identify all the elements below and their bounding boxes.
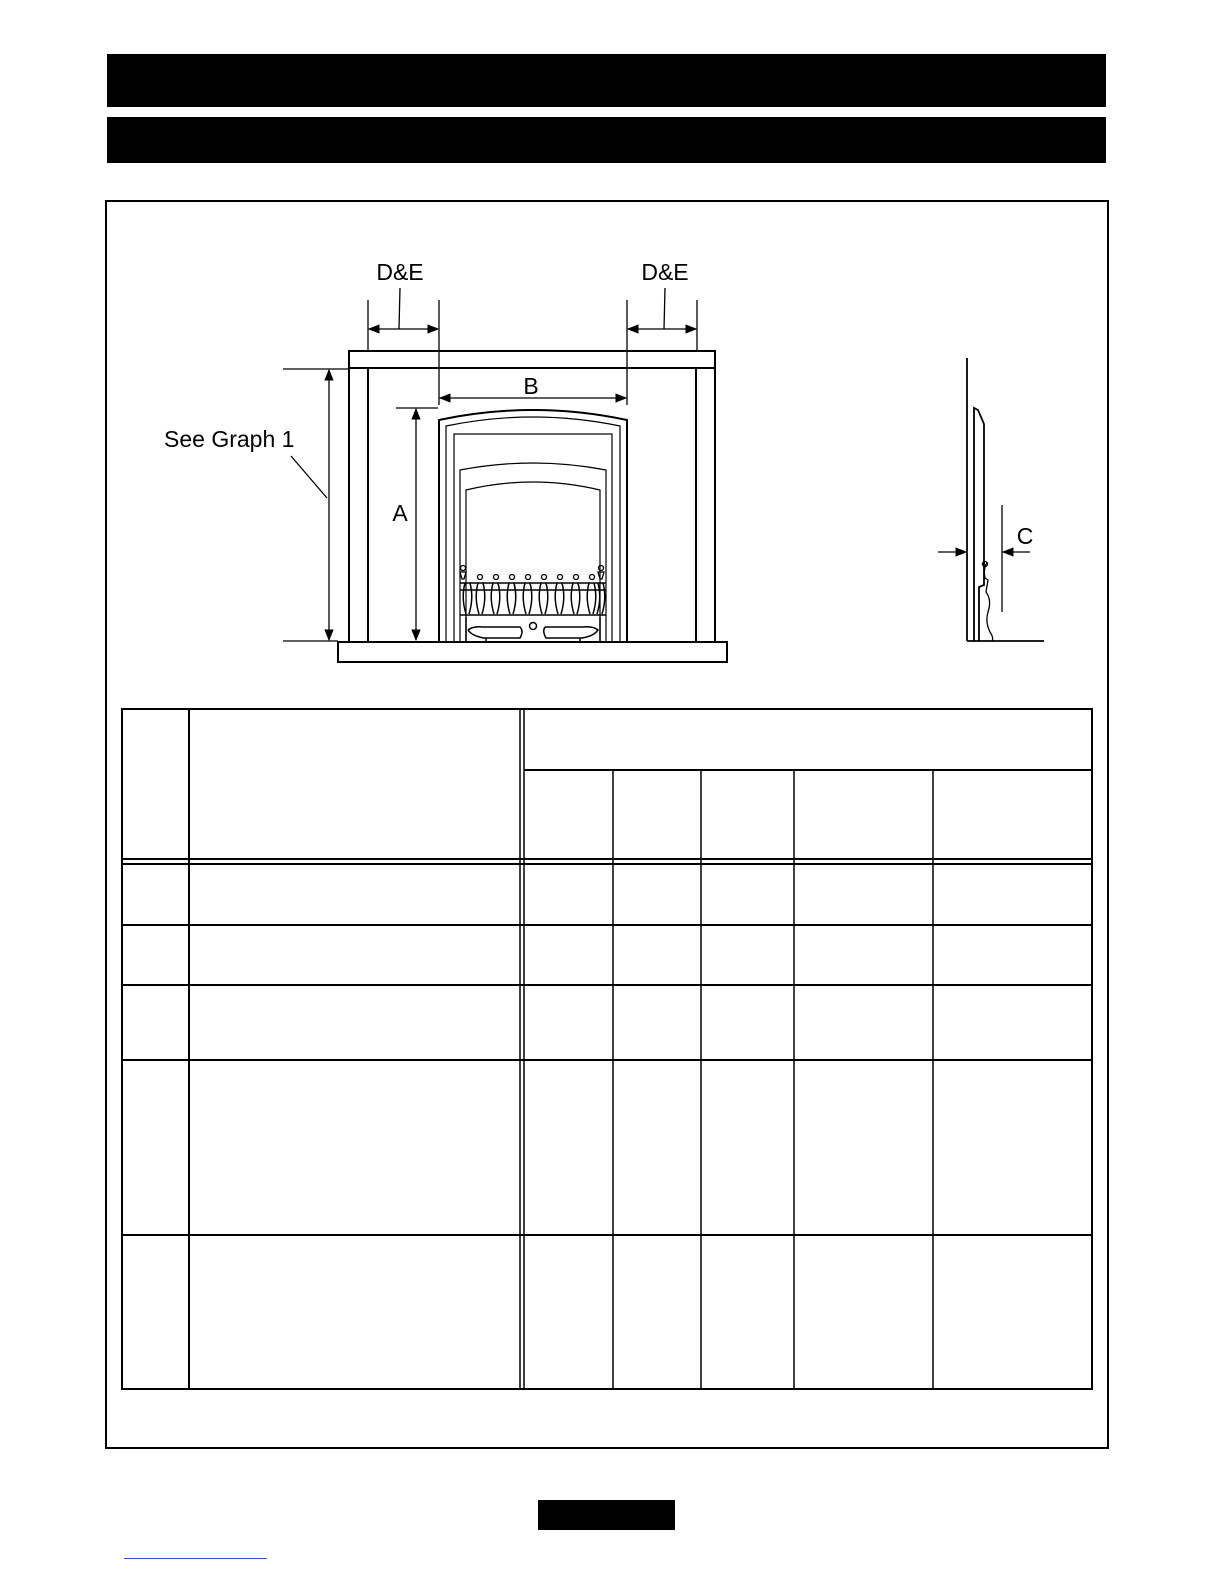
- label-c: C: [1016, 523, 1034, 549]
- label-see-graph: See Graph 1: [164, 426, 295, 452]
- footer-link-underline[interactable]: [124, 1558, 267, 1559]
- label-de-right: D&E: [641, 259, 689, 285]
- label-de-left: D&E: [376, 259, 424, 285]
- page-number-box: [538, 1500, 675, 1530]
- specification-table: [121, 708, 1094, 1392]
- label-a: A: [392, 500, 408, 526]
- title-bar: [107, 54, 1106, 107]
- label-b: B: [523, 373, 539, 399]
- subtitle-bar: [107, 117, 1106, 163]
